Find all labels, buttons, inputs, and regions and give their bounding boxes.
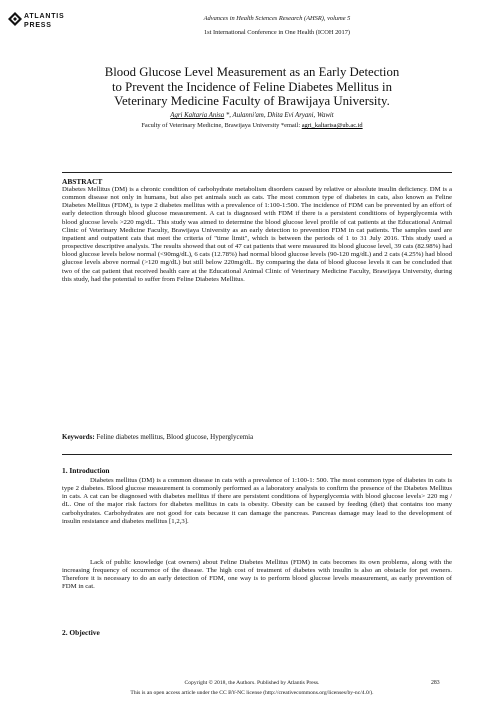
paper-title — [60, 65, 444, 109]
introduction-heading: 1. Introduction — [62, 466, 110, 475]
running-header-series: Advances in Health Sciences Research (AHSR), volume 5 — [203, 15, 351, 22]
objective-heading: 2. Objective — [62, 628, 100, 637]
publisher-name-line1: ATLANTIS — [24, 13, 65, 20]
abstract-text: Diabetes Mellitus (DM) is a chronic condition of carbohydrate metabolism disorders caused by relative or absolute insulin deficiency. DM is a common disease not only in humans, but also pet animals such as cats. The most common type of diabetes in cats, also known as Feline Diabetes Mellitus (FDM), is type 2 diabetes mellitus with a prevalence of 1:100-1:500. The incidence of FDM can be prevented by an effort of early detection through blood glucose measurement. A cat is diagnosed with FDM if there is a persistent conditions of hyperglycemia with blood glucose levels >220 mg/dL. This study was aimed to determine the blood glucose level profile of cat patients at the Educational Animal Clinic of Veterinary Medicine Faculty, Brawijaya University as an early detection to prevention FDM in cat patients. The samples used are inpatient and outpatient cats that meet the criteria of "time limit", which is between the periods of 1 to 31 July 2016. This study used a prospective descriptive analysis. The results showed that out of 47 cat patients that were measured its blood glucose level, 39 cats (82.98%) had blood glucose levels below normal (<90mg/dL), 6 cats (12.78%) had normal blood glucose levels (90-120 mg/dL) and 2 cats (4.25%) had blood glucose levels above normal (>120 mg/dL) but still below 220mg/dL. By comparing the data of blood glucose levels it can be concluded that two of the cat patient that received health care at the Educational Animal Clinic of Veterinary Medicine Faculty, Brawijaya University, during this study, had the potential to suffer from Feline Diabetes Mellitus. — [62, 186, 452, 283]
other-authors: *, Aulanni'am, Dhita Evi Aryani, Wawit — [224, 112, 334, 119]
author-list — [60, 112, 444, 119]
introduction-paragraph-2: Lack of public knowledge (cat owners) about Feline Diabetes Mellitus (FDM) in cats becomes its own problems, along with the increasing frequency of occurrence of the disease. The high cost of treatment of diabetes with insulin is also an obstacle for pet owners. Therefore it is necessary to do an early detection of FDM, one way is to perform blood glucose levels measurement, as early prevention of FDM in cat. — [62, 559, 452, 591]
affiliation — [40, 122, 464, 129]
author-email-link[interactable]: agri_kaltarisa@ub.ac.id — [301, 122, 363, 129]
affiliation-text: Faculty of Veterinary Medicine, Brawijaya University *email: — [141, 122, 301, 129]
abstract-bottom-rule — [62, 454, 452, 455]
abstract-heading: ABSTRACT — [62, 177, 103, 186]
introduction-paragraph-1: Diabetes mellitus (DM) is a common disease in cats with a prevalence of 1:100-1: 500. The most common type of diabetes in cats is type 2 diabetes. Blood glucose measurement is commonly performed as a laboratory analysis to confirm the presence of the Diabetes Mellitus in cats. A cat can be diagnosed with diabetes mellitus if there are persistent conditions of hyperglycemia with blood glucose levels> 220 mg / dL. One of the major risk factors for diabetes mellitus in cats is obesity. Obesity can be caused by feeding (diet) that contains too many carbohydrates. Carbohydrates are not good for cats because it can damage the pancreas. Pancreas damage may lead to the development of insulin resistance and diabetes mellitus [1,2,3]. — [62, 477, 452, 525]
keywords — [62, 433, 253, 441]
running-header-conference: 1st International Conference in One Health (ICOH 2017) — [203, 29, 351, 36]
title-line: to Prevent the Incidence of Feline Diabetes Mellitus in — [111, 79, 393, 94]
keywords-text: Feline diabetes mellitus, Blood glucose, Hyperglycemia — [94, 433, 254, 441]
keywords-label: Keywords: — [62, 433, 95, 441]
page-number: 283 — [431, 680, 440, 686]
footer-copyright: Copyright © 2018, the Authors. Published by Atlantis Press. — [184, 680, 320, 686]
abstract-top-rule — [62, 172, 452, 173]
title-line: Veterinary Medicine Faculty of Brawijaya University. — [114, 94, 390, 108]
first-author: Agri Kaltaria Anisa — [170, 112, 225, 119]
footer-license: This is an open access article under the CC BY-NC license (http://creativecommons.org/licenses/by-nc/4.0/). — [130, 690, 374, 696]
publisher-name-line2: PRESS — [24, 22, 52, 29]
title-line: Blood Glucose Level Measurement as an Early Detection — [104, 65, 400, 79]
